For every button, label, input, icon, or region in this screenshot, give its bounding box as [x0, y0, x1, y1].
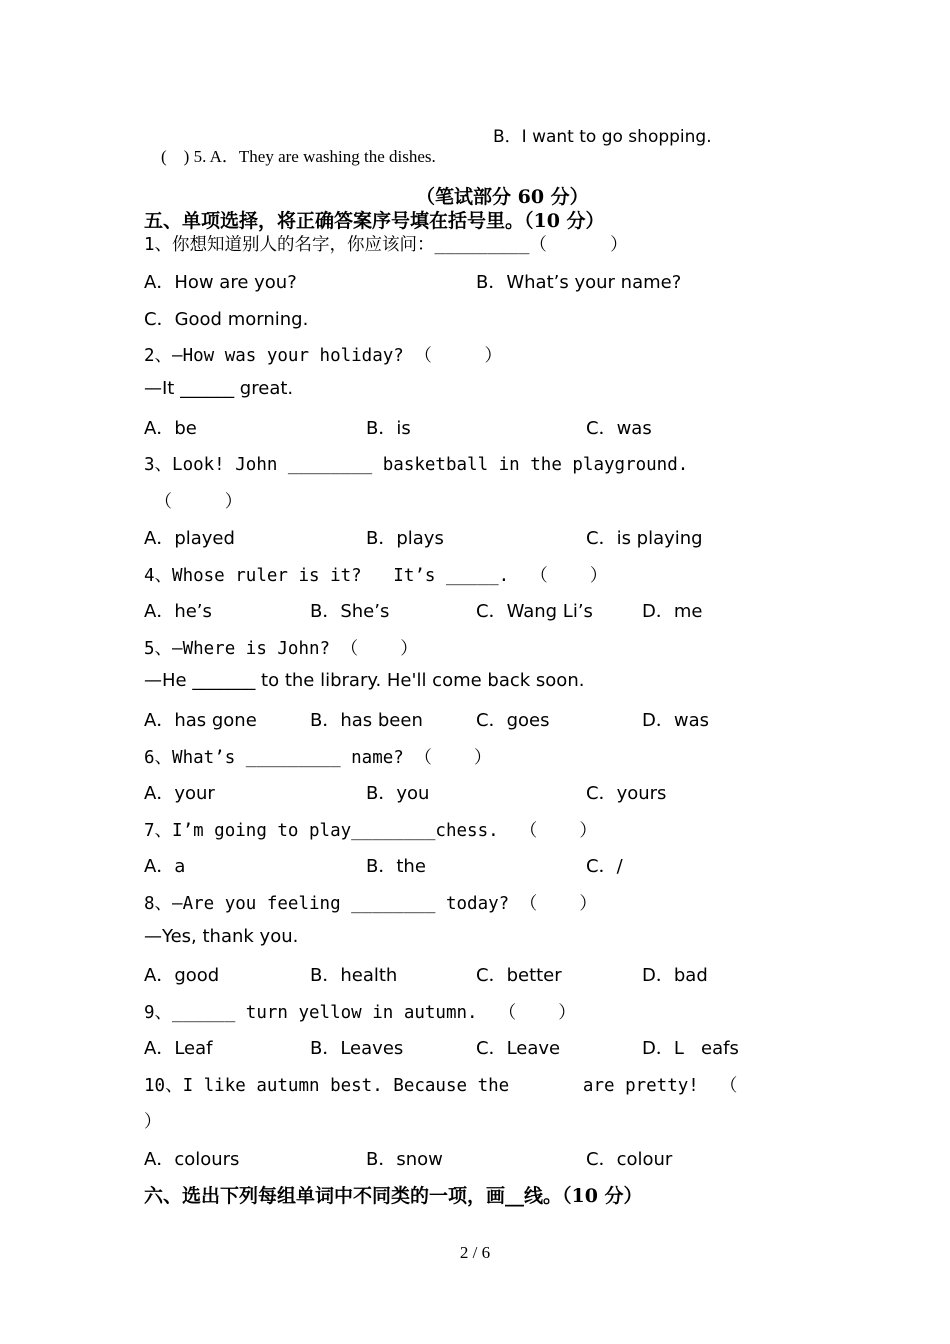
- question-8: 8、—Are you feeling ________ today? （ ）: [144, 894, 597, 914]
- question-2-option-c: C．was: [586, 418, 652, 439]
- question-3-option-b: B．plays: [366, 528, 444, 549]
- question-7-option-c: C．/: [586, 856, 623, 877]
- section-5-title: 五、单项选择，将正确答案序号填在括号里。（10 分）: [144, 210, 605, 232]
- section-6-title: 六、选出下列每组单词中不同类的一项，画__线。（10 分）: [144, 1185, 643, 1207]
- question-9-option-b: B．Leaves: [310, 1038, 404, 1059]
- question-2: 2、—How was your holiday? （ ）: [144, 346, 503, 366]
- question-2-option-b: B．is: [366, 418, 411, 439]
- question-3-option-c: C．is playing: [586, 528, 703, 549]
- question-2-answer-line: —It ______ great.: [144, 378, 294, 399]
- question-5-option-d: D．was: [642, 710, 709, 731]
- question-4: 4、Whose ruler is it? It’s _____. （ ）: [144, 566, 608, 586]
- question-9: 9、______ turn yellow in autumn. （ ）: [144, 1003, 576, 1023]
- question-8-option-a: A．good: [144, 965, 220, 986]
- question-2-option-a: A．be: [144, 418, 197, 439]
- listening-item-5: [144, 122, 436, 187]
- question-3: 3、Look! John ________ basketball in the playground.: [144, 455, 689, 475]
- question-5-option-b: B．has been: [310, 710, 423, 731]
- question-1: 1、你想知道别人的名字，你应该问：_________（ ）: [144, 235, 628, 255]
- question-6-option-b: B．you: [366, 783, 430, 804]
- question-8-answer-line: —Yes, thank you.: [144, 926, 299, 947]
- question-1-option-c: C．Good morning.: [144, 309, 309, 330]
- question-4-option-c: C．Wang Li’s: [476, 601, 593, 622]
- question-4-option-d: D．me: [642, 601, 703, 622]
- page-number: 2 / 6: [459, 1243, 491, 1262]
- listening-item-5-option-a: ( ) 5. A．They are washing the dishes.: [161, 147, 436, 166]
- question-3-option-a: A．played: [144, 528, 235, 549]
- question-10-option-b: B．snow: [366, 1149, 443, 1170]
- listening-item-5-option-b: B．I want to go shopping.: [493, 127, 712, 147]
- question-10: 10、I like autumn best. Because the are pretty! （: [144, 1076, 738, 1096]
- question-9-option-a: A．Leaf: [144, 1038, 213, 1059]
- question-6-option-c: C．yours: [586, 783, 667, 804]
- question-9-option-d: D．L eafs: [642, 1038, 739, 1059]
- question-4-option-b: B．She’s: [310, 601, 390, 622]
- written-part-title: （笔试部分 60 分）: [416, 186, 589, 208]
- question-5: 5、—Where is John? （ ）: [144, 639, 418, 659]
- question-10-bracket-close: ）: [144, 1112, 162, 1132]
- question-3-bracket: （ ）: [144, 492, 243, 512]
- question-1-option-b: B．What’s your name?: [476, 272, 682, 293]
- question-5-answer-line: —He _______ to the library. He'll come back soon.: [144, 670, 585, 691]
- question-5-option-c: C．goes: [476, 710, 550, 731]
- question-7: 7、I’m going to play________chess. （ ）: [144, 821, 597, 841]
- question-6-option-a: A．your: [144, 783, 215, 804]
- question-7-option-a: A．a: [144, 856, 186, 877]
- question-10-option-c: C．colour: [586, 1149, 673, 1170]
- question-8-option-c: C．better: [476, 965, 562, 986]
- question-9-option-c: C．Leave: [476, 1038, 561, 1059]
- question-6: 6、What’s _________ name? （ ）: [144, 748, 492, 768]
- question-10-option-a: A．colours: [144, 1149, 240, 1170]
- question-1-option-a: A．How are you?: [144, 272, 297, 293]
- question-8-option-b: B．health: [310, 965, 398, 986]
- question-4-option-a: A．he’s: [144, 601, 212, 622]
- question-5-option-a: A．has gone: [144, 710, 257, 731]
- question-8-option-d: D．bad: [642, 965, 708, 986]
- question-7-option-b: B．the: [366, 856, 426, 877]
